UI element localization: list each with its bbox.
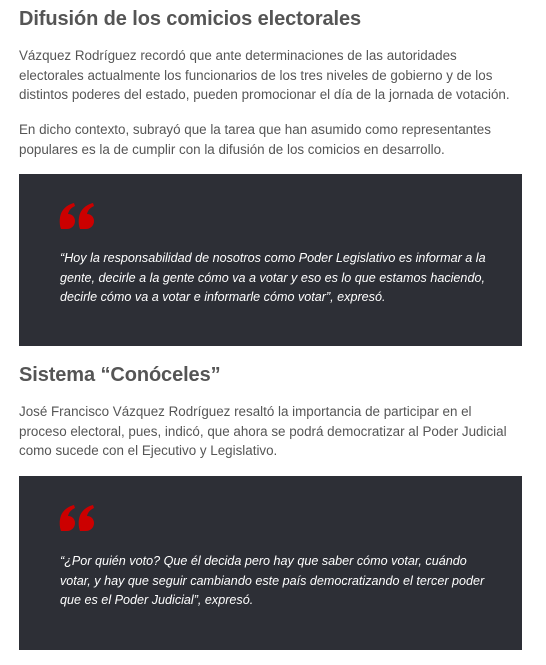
- paragraph: En dicho contexto, subrayó que la tarea que han asumido como representantes populares es la de cumplir con la difusión de los comicios en desarrollo.: [19, 122, 491, 157]
- blockquote: [19, 174, 522, 346]
- quote-text: “Hoy la responsabilidad de nosotros como Poder Legislativo es informar a la gente, decirle a la gente cómo va a votar y eso es lo que estamos haciendo, decirle cómo va a votar e informarle cómo votar”, expresó.: [60, 251, 486, 304]
- paragraph: Vázquez Rodríguez recordó que ante determinaciones de las autoridades electorales actualmente los funcionarios de los tres niveles de gobierno y de los distintos poderes del estado, pueden promocionar el día de la jornada de votación.: [19, 48, 510, 102]
- section-heading: Sistema “Conóceles”: [19, 364, 221, 386]
- paragraph: José Francisco Vázquez Rodríguez resaltó la importancia de participar en el proceso electoral, pues, indicó, que ahora se podrá democratizar al Poder Judicial como sucede con el Ejecutivo y Legislativo.: [19, 404, 507, 458]
- quote-text: “¿Por quién voto? Que él decida pero hay que saber cómo votar, cuándo votar, y hay que seguir cambiando este país democratizando el tercer poder que es el Poder Judicial”, expresó.: [60, 554, 485, 607]
- blockquote: [19, 476, 522, 650]
- section-heading: Difusión de los comicios electorales: [19, 8, 362, 30]
- quote-icon: [59, 202, 95, 230]
- quote-icon: [59, 504, 95, 532]
